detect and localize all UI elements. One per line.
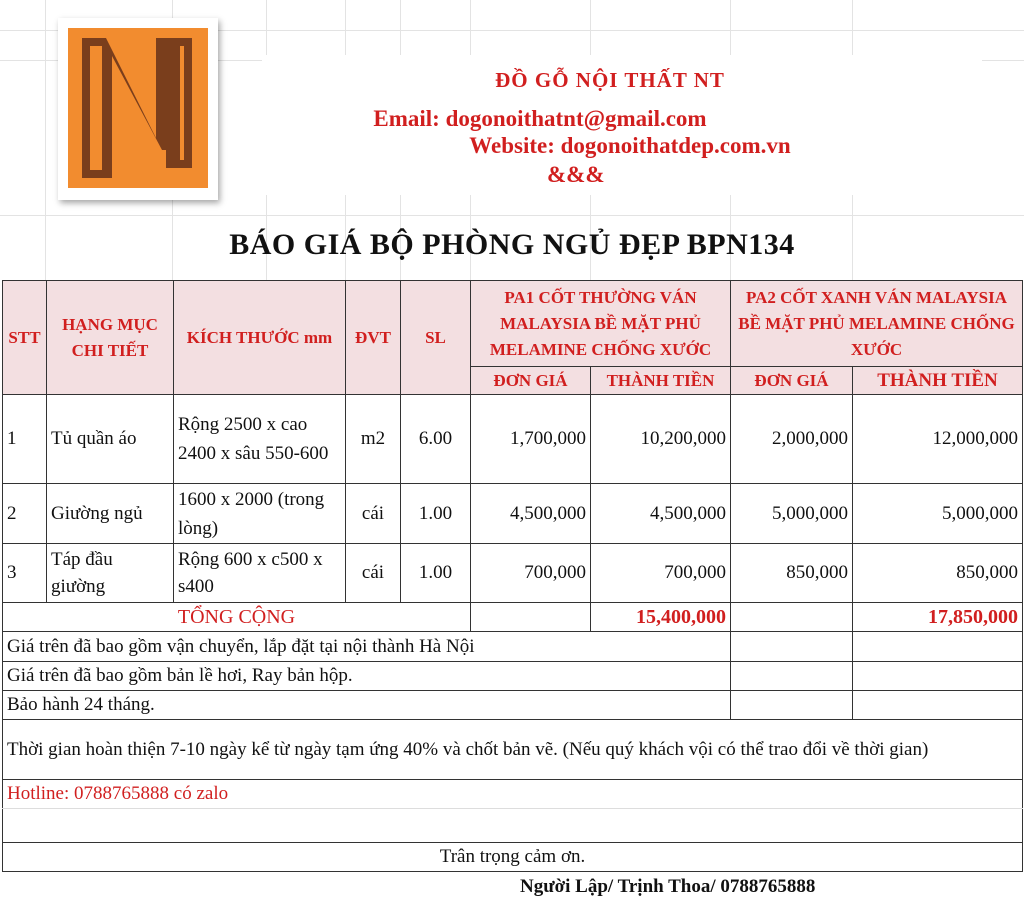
table-row — [3, 484, 1023, 544]
header-size: KÍCH THƯỚC mm — [174, 281, 346, 395]
row-stt: 2 — [3, 484, 47, 544]
row-pa2-amount: 12,000,000 — [853, 395, 1023, 484]
note-text: Giá trên đã bao gồm vận chuyển, lắp đặt tại nội thành Hà Nội — [3, 632, 731, 662]
row-qty: 1.00 — [401, 544, 471, 603]
note-text: Bảo hành 24 tháng. — [3, 691, 731, 720]
company-email: Email: dogonoithatnt@gmail.com — [373, 106, 707, 131]
row-stt: 3 — [3, 544, 47, 603]
empty-cell — [731, 691, 853, 720]
header-pa1-amount: THÀNH TIỀN — [591, 367, 731, 395]
row-pa2-amount: 850,000 — [853, 544, 1023, 603]
row-size: 1600 x 2000 (trong lòng) — [174, 484, 346, 544]
page-title: BÁO GIÁ BỘ PHÒNG NGỦ ĐẸP BPN134 — [229, 228, 795, 261]
row-unit: cái — [346, 484, 401, 544]
note-row — [3, 632, 1023, 662]
note-text: Giá trên đã bao gồm bản lề hơi, Ray bản hộp. — [3, 662, 731, 691]
note-row — [3, 662, 1023, 691]
signer-line: Người Lập/ Trịnh Thoa/ 0788765888 — [520, 876, 816, 897]
header-stt: STT — [3, 281, 47, 395]
row-pa2-amount: 5,000,000 — [853, 484, 1023, 544]
row-item: Tủ quần áo — [47, 395, 174, 484]
table-row — [3, 544, 1023, 603]
header-pa1-unit-price: ĐƠN GIÁ — [471, 367, 591, 395]
table-row — [3, 395, 1023, 484]
header-pa2-unit-price: ĐƠN GIÁ — [731, 367, 853, 395]
hotline-text: Hotline: 0788765888 có zalo — [3, 780, 1023, 809]
row-pa1-price: 700,000 — [471, 544, 591, 603]
row-qty: 1.00 — [401, 484, 471, 544]
quote-table — [2, 280, 1023, 872]
empty-cell — [853, 632, 1023, 662]
row-unit: m2 — [346, 395, 401, 484]
header-qty: SL — [401, 281, 471, 395]
empty-cell — [731, 603, 853, 632]
row-pa1-amount: 10,200,000 — [591, 395, 731, 484]
row-size: Rộng 600 x c500 x s400 — [174, 544, 346, 603]
empty-cell — [731, 632, 853, 662]
empty-cell — [853, 691, 1023, 720]
hotline-row — [3, 780, 1023, 809]
row-unit: cái — [346, 544, 401, 603]
company-logo — [58, 18, 218, 200]
header-pa2-amount: THÀNH TIỀN — [853, 367, 1023, 395]
row-stt: 1 — [3, 395, 47, 484]
company-name: ĐỒ GỖ NỘI THẤT NT — [495, 68, 725, 92]
empty-cell — [471, 603, 591, 632]
row-size: Rộng 2500 x cao 2400 x sâu 550-600 — [174, 395, 346, 484]
blank-row — [3, 809, 1023, 843]
header-pa2: PA2 CỐT XANH VÁN MALAYSIA BỀ MẶT PHỦ MELAMINE CHỐNG XƯỚC — [731, 281, 1023, 367]
header-unit: ĐVT — [346, 281, 401, 395]
header-pa1: PA1 CỐT THƯỜNG VÁN MALAYSIA BỀ MẶT PHỦ MELAMINE CHỐNG XƯỚC — [471, 281, 731, 367]
thanks-row — [3, 843, 1023, 872]
row-pa2-price: 2,000,000 — [731, 395, 853, 484]
total-label: TỔNG CỘNG — [3, 603, 471, 632]
empty-cell — [3, 809, 1023, 843]
thanks-text: Trân trọng cảm ơn. — [3, 843, 1023, 872]
row-item: Giường ngủ — [47, 484, 174, 544]
row-pa1-amount: 4,500,000 — [591, 484, 731, 544]
row-pa1-amount: 700,000 — [591, 544, 731, 603]
header-item: HẠNG MỤC CHI TIẾT — [47, 281, 174, 395]
decorative-symbols: &&& — [547, 162, 605, 187]
pa2-total: 17,850,000 — [853, 603, 1023, 632]
total-row — [3, 603, 1023, 632]
empty-cell — [731, 662, 853, 691]
row-pa2-price: 5,000,000 — [731, 484, 853, 544]
company-website: Website: dogonoithatdep.com.vn — [469, 133, 791, 158]
note-row — [3, 720, 1023, 780]
note-row — [3, 691, 1023, 720]
empty-cell — [853, 662, 1023, 691]
row-qty: 6.00 — [401, 395, 471, 484]
row-pa1-price: 1,700,000 — [471, 395, 591, 484]
pa1-total: 15,400,000 — [591, 603, 731, 632]
note-text: Thời gian hoàn thiện 7-10 ngày kể từ ngày tạm ứng 40% và chốt bản vẽ. (Nếu quý khách vội có thể trao đổi về thời gian) — [3, 720, 1023, 780]
row-item: Táp đầu giường — [47, 544, 174, 603]
nt-logo-icon — [68, 28, 208, 188]
row-pa2-price: 850,000 — [731, 544, 853, 603]
row-pa1-price: 4,500,000 — [471, 484, 591, 544]
